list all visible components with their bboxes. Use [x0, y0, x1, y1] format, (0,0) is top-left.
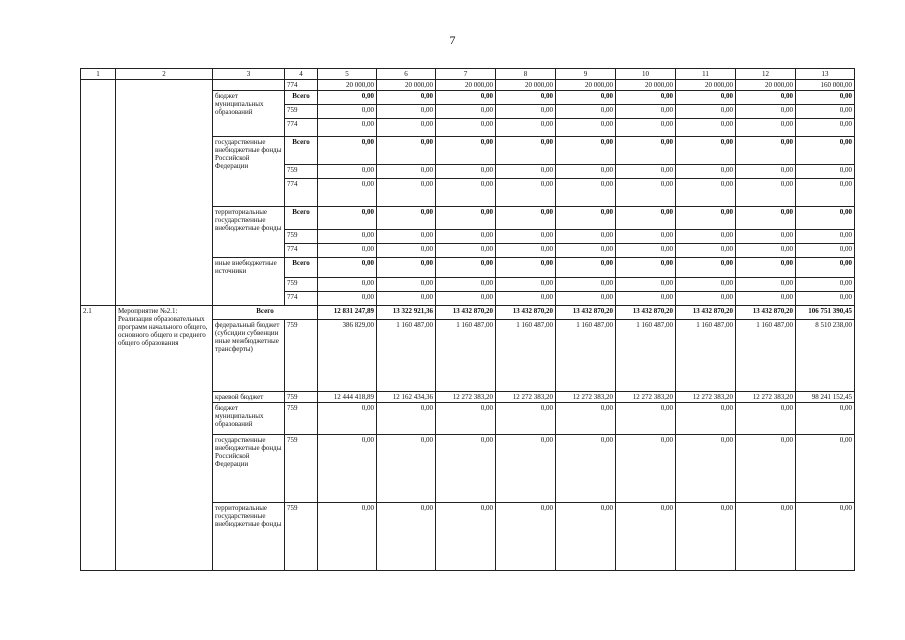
value-cell: 0,00 — [616, 435, 676, 503]
page-number: 7 — [449, 33, 456, 47]
value-cell: 0,00 — [436, 403, 496, 435]
value-cell: 0,00 — [436, 165, 496, 179]
value-cell: 0,00 — [676, 137, 736, 165]
total-value: 13 432 870,20 — [736, 306, 796, 320]
value-cell: 0,00 — [377, 230, 436, 244]
value-cell: 0,00 — [616, 503, 676, 571]
value-cell: 0,00 — [496, 165, 556, 179]
value-cell: 0,00 — [736, 503, 796, 571]
value-cell: 0,00 — [796, 258, 855, 278]
value-cell: 0,00 — [556, 179, 616, 207]
value-cell: 0,00 — [377, 292, 436, 306]
code-cell: 759 — [285, 320, 318, 392]
column-number: 9 — [556, 69, 616, 80]
code-cell: 774 — [285, 292, 318, 306]
value-cell: 20 000,00 — [496, 80, 556, 91]
value-cell: 0,00 — [318, 179, 377, 207]
value-cell: 0,00 — [676, 403, 736, 435]
value-cell: 0,00 — [377, 435, 436, 503]
value-cell: 0,00 — [616, 244, 676, 258]
total-value: 106 751 390,45 — [796, 306, 855, 320]
value-cell: 0,00 — [616, 258, 676, 278]
value-cell: 0,00 — [318, 137, 377, 165]
column-number: 3 — [213, 69, 285, 80]
value-cell: 0,00 — [616, 207, 676, 230]
funding-source-label: бюджет муниципальных образований — [213, 403, 285, 435]
value-cell: 0,00 — [436, 179, 496, 207]
value-cell: 0,00 — [436, 207, 496, 230]
funding-source-label: государственные внебюджетные фонды Российской Федерации — [213, 137, 285, 207]
value-cell: 0,00 — [796, 230, 855, 244]
total-value: 13 432 870,20 — [436, 306, 496, 320]
value-cell: 0,00 — [436, 258, 496, 278]
value-cell: 0,00 — [556, 165, 616, 179]
value-cell: 0,00 — [436, 230, 496, 244]
value-cell: 0,00 — [736, 91, 796, 105]
value-cell: 12 162 434,36 — [377, 392, 436, 403]
value-cell: 8 510 238,00 — [796, 320, 855, 392]
value-cell: 20 000,00 — [736, 80, 796, 91]
value-cell: 0,00 — [736, 278, 796, 292]
code-cell: 774 — [285, 119, 318, 137]
code-cell: Всего — [285, 207, 318, 230]
value-cell: 0,00 — [556, 503, 616, 571]
value-cell: 0,00 — [436, 91, 496, 105]
value-cell: 0,00 — [796, 137, 855, 165]
value-cell: 0,00 — [556, 435, 616, 503]
value-cell: 0,00 — [318, 278, 377, 292]
total-value: 13 432 870,20 — [616, 306, 676, 320]
value-cell: 0,00 — [436, 503, 496, 571]
index-cell — [81, 80, 116, 306]
value-cell: 12 444 418,89 — [318, 392, 377, 403]
value-cell: 0,00 — [436, 278, 496, 292]
value-cell: 0,00 — [496, 179, 556, 207]
column-number: 2 — [116, 69, 213, 80]
value-cell: 0,00 — [676, 179, 736, 207]
value-cell: 1 160 487,00 — [377, 320, 436, 392]
value-cell: 0,00 — [736, 435, 796, 503]
table-body — [81, 69, 855, 571]
value-cell: 20 000,00 — [318, 80, 377, 91]
value-cell: 0,00 — [318, 91, 377, 105]
value-cell: 12 272 383,20 — [496, 392, 556, 403]
value-cell: 0,00 — [796, 435, 855, 503]
value-cell: 0,00 — [436, 244, 496, 258]
code-cell: 774 — [285, 179, 318, 207]
value-cell: 0,00 — [496, 403, 556, 435]
value-cell: 0,00 — [736, 258, 796, 278]
value-cell: 0,00 — [616, 292, 676, 306]
value-cell: 0,00 — [736, 179, 796, 207]
value-cell: 0,00 — [796, 119, 855, 137]
total-value: 13 432 870,20 — [676, 306, 736, 320]
value-cell: 0,00 — [318, 165, 377, 179]
value-cell: 0,00 — [318, 119, 377, 137]
value-cell: 0,00 — [796, 292, 855, 306]
code-cell: 759 — [285, 230, 318, 244]
total-value: 13 432 870,20 — [556, 306, 616, 320]
value-cell: 0,00 — [377, 403, 436, 435]
value-cell: 0,00 — [318, 503, 377, 571]
value-cell: 0,00 — [318, 244, 377, 258]
value-cell: 0,00 — [736, 207, 796, 230]
value-cell: 0,00 — [496, 278, 556, 292]
header-row — [81, 69, 855, 80]
value-cell: 0,00 — [318, 403, 377, 435]
value-cell: 98 241 152,45 — [796, 392, 855, 403]
code-cell: Всего — [285, 258, 318, 278]
value-cell: 0,00 — [496, 105, 556, 119]
code-cell: Всего — [285, 137, 318, 165]
total-value: 13 322 921,36 — [377, 306, 436, 320]
code-cell: 759 — [285, 105, 318, 119]
measure-title: Мероприятие №2.1: Реализация образовательных программ начального общего, основного общего и среднего общего образования — [116, 306, 213, 571]
total-value: 12 831 247,89 — [318, 306, 377, 320]
value-cell: 1 160 487,00 — [616, 320, 676, 392]
value-cell: 0,00 — [436, 435, 496, 503]
column-number: 4 — [285, 69, 318, 80]
value-cell: 0,00 — [676, 207, 736, 230]
column-number: 6 — [377, 69, 436, 80]
value-cell: 0,00 — [616, 230, 676, 244]
code-cell: 774 — [285, 80, 318, 91]
value-cell: 0,00 — [496, 137, 556, 165]
value-cell: 0,00 — [616, 403, 676, 435]
value-cell: 1 160 487,00 — [736, 320, 796, 392]
funding-source-label: территориальные государственные внебюджетные фонды — [213, 207, 285, 258]
value-cell: 0,00 — [377, 119, 436, 137]
value-cell: 1 160 487,00 — [676, 320, 736, 392]
value-cell: 386 829,00 — [318, 320, 377, 392]
value-cell: 0,00 — [736, 403, 796, 435]
value-cell: 0,00 — [796, 165, 855, 179]
value-cell: 12 272 383,20 — [616, 392, 676, 403]
value-cell: 0,00 — [796, 503, 855, 571]
value-cell: 0,00 — [616, 179, 676, 207]
value-cell: 0,00 — [377, 278, 436, 292]
value-cell: 0,00 — [676, 435, 736, 503]
value-cell: 0,00 — [676, 503, 736, 571]
value-cell: 12 272 383,20 — [676, 392, 736, 403]
value-cell: 0,00 — [796, 403, 855, 435]
column-number: 5 — [318, 69, 377, 80]
value-cell: 0,00 — [377, 105, 436, 119]
value-cell: 0,00 — [616, 119, 676, 137]
budget-table — [80, 68, 855, 571]
value-cell: 0,00 — [556, 105, 616, 119]
funding-source-label: иные внебюджетные источники — [213, 258, 285, 306]
value-cell: 0,00 — [736, 165, 796, 179]
value-cell: 0,00 — [616, 137, 676, 165]
value-cell: 0,00 — [496, 503, 556, 571]
value-cell: 0,00 — [796, 105, 855, 119]
value-cell: 0,00 — [676, 230, 736, 244]
value-cell: 0,00 — [377, 503, 436, 571]
value-cell: 0,00 — [496, 230, 556, 244]
code-cell: 759 — [285, 435, 318, 503]
code-cell: 759 — [285, 392, 318, 403]
value-cell: 0,00 — [436, 292, 496, 306]
value-cell: 0,00 — [556, 137, 616, 165]
value-cell: 0,00 — [616, 105, 676, 119]
value-cell: 0,00 — [736, 105, 796, 119]
value-cell: 0,00 — [377, 258, 436, 278]
value-cell: 0,00 — [496, 119, 556, 137]
value-cell: 0,00 — [318, 207, 377, 230]
funding-source-label: государственные внебюджетные фонды Российской Федерации — [213, 435, 285, 503]
value-cell: 0,00 — [556, 230, 616, 244]
value-cell: 0,00 — [616, 278, 676, 292]
value-cell: 0,00 — [318, 292, 377, 306]
value-cell: 0,00 — [436, 105, 496, 119]
value-cell: 0,00 — [556, 91, 616, 105]
value-cell: 0,00 — [318, 105, 377, 119]
value-cell: 0,00 — [676, 258, 736, 278]
value-cell: 0,00 — [676, 165, 736, 179]
value-cell: 1 160 487,00 — [436, 320, 496, 392]
value-cell: 12 272 383,20 — [556, 392, 616, 403]
value-cell: 0,00 — [377, 207, 436, 230]
value-cell: 0,00 — [736, 244, 796, 258]
column-number: 13 — [796, 69, 855, 80]
total-value: 13 432 870,20 — [496, 306, 556, 320]
value-cell: 0,00 — [377, 91, 436, 105]
value-cell: 0,00 — [377, 165, 436, 179]
value-cell: 0,00 — [796, 91, 855, 105]
value-cell: 0,00 — [496, 292, 556, 306]
column-number: 1 — [81, 69, 116, 80]
column-number: 11 — [676, 69, 736, 80]
value-cell: 0,00 — [318, 230, 377, 244]
value-cell: 0,00 — [616, 165, 676, 179]
value-cell: 0,00 — [496, 91, 556, 105]
value-cell: 0,00 — [318, 435, 377, 503]
value-cell: 20 000,00 — [377, 80, 436, 91]
column-number: 8 — [496, 69, 556, 80]
value-cell: 0,00 — [796, 207, 855, 230]
value-cell: 12 272 383,20 — [436, 392, 496, 403]
value-cell: 0,00 — [796, 278, 855, 292]
code-cell: 759 — [285, 503, 318, 571]
continuation-row — [81, 80, 855, 91]
value-cell: 0,00 — [556, 403, 616, 435]
value-cell: 0,00 — [377, 244, 436, 258]
value-cell: 20 000,00 — [436, 80, 496, 91]
value-cell: 0,00 — [496, 244, 556, 258]
value-cell: 0,00 — [556, 292, 616, 306]
column-number: 10 — [616, 69, 676, 80]
value-cell: 0,00 — [556, 119, 616, 137]
value-cell: 0,00 — [556, 207, 616, 230]
funding-source-label: федеральный бюджет (субсидии субвенции иные межбюджетные трансферты) — [213, 320, 285, 392]
value-cell: 12 272 383,20 — [736, 392, 796, 403]
funding-source-label: краевой бюджет — [213, 392, 285, 403]
total-label: Всего — [213, 306, 318, 320]
value-cell: 0,00 — [318, 258, 377, 278]
code-cell: 759 — [285, 278, 318, 292]
value-cell: 20 000,00 — [676, 80, 736, 91]
funding-source-label: территориальные государственные внебюджетные фонды — [213, 503, 285, 571]
source-cell — [213, 80, 285, 91]
code-cell: 759 — [285, 403, 318, 435]
value-cell: 1 160 487,00 — [556, 320, 616, 392]
value-cell: 0,00 — [616, 91, 676, 105]
funding-source-label: бюджет муниципальных образований — [213, 91, 285, 137]
value-cell: 0,00 — [556, 244, 616, 258]
value-cell: 20 000,00 — [556, 80, 616, 91]
value-cell: 1 160 487,00 — [496, 320, 556, 392]
value-cell: 0,00 — [496, 435, 556, 503]
column-number: 12 — [736, 69, 796, 80]
value-cell: 0,00 — [556, 258, 616, 278]
value-cell: 0,00 — [796, 179, 855, 207]
value-cell: 0,00 — [676, 91, 736, 105]
measure-index: 2.1 — [81, 306, 116, 571]
value-cell: 0,00 — [377, 137, 436, 165]
value-cell: 0,00 — [676, 119, 736, 137]
code-cell: Всего — [285, 91, 318, 105]
code-cell: 774 — [285, 244, 318, 258]
value-cell: 0,00 — [676, 278, 736, 292]
value-cell: 0,00 — [736, 119, 796, 137]
value-cell: 0,00 — [676, 244, 736, 258]
value-cell: 0,00 — [496, 258, 556, 278]
value-cell: 0,00 — [676, 105, 736, 119]
value-cell: 0,00 — [676, 292, 736, 306]
value-cell: 160 000,00 — [796, 80, 855, 91]
value-cell: 0,00 — [436, 137, 496, 165]
code-cell: 759 — [285, 165, 318, 179]
value-cell: 0,00 — [736, 292, 796, 306]
value-cell: 0,00 — [436, 119, 496, 137]
column-number: 7 — [436, 69, 496, 80]
measure-total-row — [81, 306, 855, 320]
value-cell: 0,00 — [736, 230, 796, 244]
value-cell: 0,00 — [556, 278, 616, 292]
value-cell: 0,00 — [377, 179, 436, 207]
value-cell: 20 000,00 — [616, 80, 676, 91]
value-cell: 0,00 — [736, 137, 796, 165]
event-cell — [116, 80, 213, 306]
value-cell: 0,00 — [496, 207, 556, 230]
value-cell: 0,00 — [796, 244, 855, 258]
